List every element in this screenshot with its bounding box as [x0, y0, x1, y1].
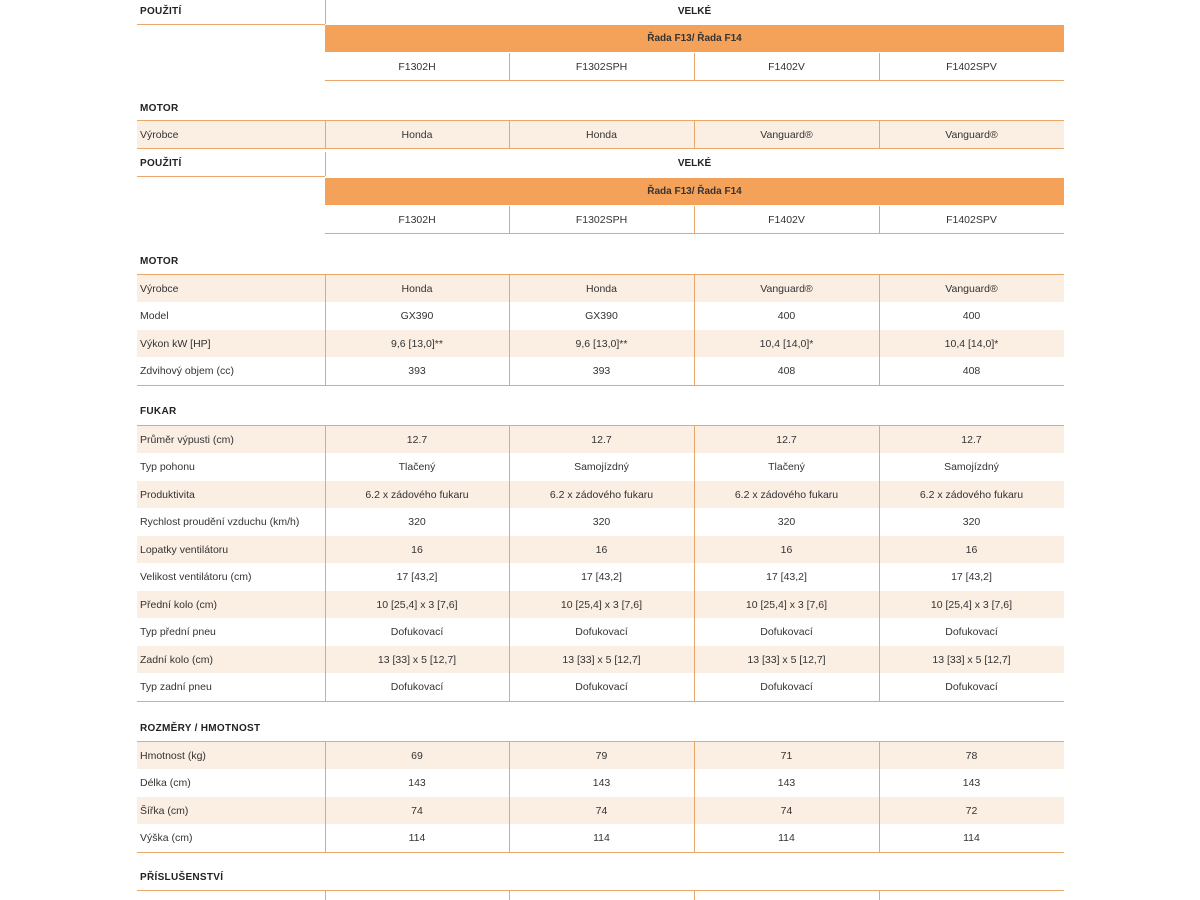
row-value: 12.7 [879, 426, 1064, 453]
row-value: 143 [408, 777, 426, 789]
row-value: GX390 [400, 310, 434, 322]
table-row [137, 481, 1064, 508]
row-value: 74 [694, 797, 879, 824]
row-label: Lopatky ventilátoru [137, 536, 325, 563]
divider [325, 233, 1064, 234]
row-value: 408 [962, 365, 981, 377]
model-name: F1402V [768, 213, 805, 226]
divider [509, 206, 510, 233]
row-value: Honda [509, 121, 694, 148]
section-title: FUKAR [140, 406, 177, 417]
row-value: Vanguard® [694, 275, 879, 302]
table-row [137, 591, 1064, 618]
row-label: Výkon kW [HP] [137, 330, 325, 357]
row-value: 320 [962, 516, 981, 528]
model-name: F1302H [398, 213, 436, 226]
row-label: Výrobce [137, 275, 325, 302]
row-value: 400 [777, 310, 796, 322]
row-value: 16 [879, 536, 1064, 563]
row-label: Průměr výpusti (cm) [137, 426, 325, 453]
table-row [137, 564, 1064, 591]
divider [509, 742, 510, 852]
divider [509, 121, 510, 148]
row-value: GX390 [585, 310, 618, 322]
divider [137, 701, 1064, 702]
divider [879, 53, 880, 80]
category-title: VELKÉ [677, 158, 712, 169]
category-title: VELKÉ [677, 6, 712, 17]
row-label: Výrobce [137, 121, 325, 148]
row-value: 9,6 [13,0]** [509, 330, 694, 357]
divider [137, 890, 1064, 891]
row-value: 17 [43,2] [581, 571, 622, 583]
row-value: Dofukovací [760, 681, 813, 693]
row-value: Tlačený [398, 461, 436, 473]
divider [879, 742, 880, 852]
row-value: 13 [33] x 5 [12,7] [694, 646, 879, 673]
row-label: Model [140, 310, 169, 322]
row-value: 71 [694, 742, 879, 769]
row-value: 17 [43,2] [396, 571, 438, 583]
divider [694, 206, 695, 233]
row-value: 114 [778, 832, 795, 844]
row-value: Dofukovací [575, 626, 628, 638]
row-value: Honda [509, 275, 694, 302]
row-label: Typ přední pneu [140, 626, 216, 638]
divider [879, 275, 880, 385]
row-value: 114 [593, 832, 610, 844]
divider [694, 53, 695, 80]
table-row [137, 536, 1064, 563]
divider [509, 275, 510, 385]
model-name: F1302SPH [575, 213, 628, 226]
model-name: F1402V [768, 60, 805, 73]
row-value: 16 [325, 536, 509, 563]
divider [325, 426, 326, 701]
section-title: MOTOR [140, 256, 179, 267]
row-value: 9,6 [13,0]** [325, 330, 509, 357]
divider [509, 53, 510, 80]
divider [137, 176, 325, 177]
row-value: Vanguard® [879, 275, 1064, 302]
row-value: 393 [408, 365, 426, 377]
row-value: Tlačený [768, 461, 805, 473]
row-value: Samojízdný [944, 461, 999, 473]
row-label: Rychlost proudění vzduchu (km/h) [140, 516, 300, 528]
row-label: Délka (cm) [140, 777, 191, 789]
row-value: 78 [879, 742, 1064, 769]
use-label: POUŽITÍ [140, 158, 182, 169]
row-value: Dofukovací [945, 681, 998, 693]
model-row [137, 53, 1064, 80]
divider [694, 275, 695, 385]
model-name: F1302H [398, 60, 436, 73]
divider [137, 148, 1064, 149]
row-value: 320 [777, 516, 796, 528]
row-label: Šířka (cm) [137, 797, 325, 824]
use-label: POUŽITÍ [140, 6, 182, 17]
row-value: 12.7 [325, 426, 509, 453]
row-value: 408 [777, 365, 796, 377]
row-label: Hmotnost (kg) [137, 742, 325, 769]
row-value: 16 [509, 536, 694, 563]
table-row [137, 674, 1064, 701]
row-value: 69 [325, 742, 509, 769]
table-row [137, 303, 1064, 330]
row-label: Výška (cm) [140, 832, 193, 844]
divider [694, 426, 695, 701]
row-value: 6.2 x zádového fukaru [325, 481, 509, 508]
row-value: 320 [408, 516, 426, 528]
table-row [137, 825, 1064, 852]
model-name: F1402SPV [946, 213, 997, 226]
divider [137, 852, 1064, 853]
row-label: Typ pohonu [140, 461, 195, 473]
row-value: Vanguard® [879, 121, 1064, 148]
series-bar: Řada F13/ Řada F14 [325, 178, 1064, 205]
row-value: 10 [25,4] x 3 [7,6] [509, 591, 694, 618]
table-row [137, 275, 1064, 302]
row-value: 12.7 [509, 426, 694, 453]
row-value: Dofukovací [575, 681, 628, 693]
table-row [137, 619, 1064, 646]
row-value: 143 [777, 777, 796, 789]
row-value: 74 [325, 797, 509, 824]
row-value: 114 [408, 832, 426, 844]
row-label: Zadní kolo (cm) [137, 646, 325, 673]
row-value: Dofukovací [945, 626, 998, 638]
row-value: Samojízdný [574, 461, 629, 473]
divider [137, 24, 325, 25]
row-label: Produktivita [137, 481, 325, 508]
divider [325, 80, 1064, 81]
row-value: 10,4 [14,0]* [694, 330, 879, 357]
divider [879, 121, 880, 148]
row-value: 13 [33] x 5 [12,7] [879, 646, 1064, 673]
divider [325, 121, 326, 148]
row-value: 12.7 [694, 426, 879, 453]
row-label: Zdvihový objem (cc) [140, 365, 234, 377]
table-row [137, 330, 1064, 357]
row-value: Dofukovací [760, 626, 813, 638]
row-value: 74 [509, 797, 694, 824]
row-value: 6.2 x zádového fukaru [879, 481, 1064, 508]
divider [879, 206, 880, 233]
model-name: F1402SPV [946, 60, 997, 73]
table-row [137, 358, 1064, 385]
section-title: PŘÍSLUŠENSTVÍ [140, 872, 224, 883]
divider [879, 891, 880, 900]
table-row [137, 742, 1064, 769]
row-label: Přední kolo (cm) [137, 591, 325, 618]
divider [694, 742, 695, 852]
row-value: Vanguard® [694, 121, 879, 148]
table-row [137, 121, 1064, 148]
row-value: Dofukovací [390, 681, 444, 693]
row-value: 320 [592, 516, 611, 528]
divider [879, 426, 880, 701]
table-row [137, 797, 1064, 824]
row-value: Honda [325, 275, 509, 302]
row-value: 13 [33] x 5 [12,7] [325, 646, 509, 673]
row-value: 10 [25,4] x 3 [7,6] [694, 591, 879, 618]
divider [325, 275, 326, 385]
table-row [137, 770, 1064, 797]
row-value: 17 [43,2] [951, 571, 992, 583]
divider [509, 426, 510, 701]
table-row [137, 646, 1064, 673]
row-value: 10 [25,4] x 3 [7,6] [325, 591, 509, 618]
row-value: Honda [325, 121, 509, 148]
row-value: Dofukovací [390, 626, 444, 638]
row-value: 72 [879, 797, 1064, 824]
row-value: 10 [25,4] x 3 [7,6] [879, 591, 1064, 618]
model-row [137, 206, 1064, 233]
row-label: Typ zadní pneu [140, 681, 212, 693]
model-name: F1302SPH [575, 60, 628, 73]
row-label: Velikost ventilátoru (cm) [140, 571, 252, 583]
row-value: 17 [43,2] [766, 571, 807, 583]
table-row [137, 426, 1064, 453]
row-value: 143 [962, 777, 981, 789]
divider [694, 891, 695, 900]
row-value: 16 [694, 536, 879, 563]
section-title: MOTOR [140, 103, 179, 114]
row-value: 400 [962, 310, 981, 322]
row-value: 393 [592, 365, 611, 377]
divider [509, 891, 510, 900]
row-value: 13 [33] x 5 [12,7] [509, 646, 694, 673]
row-value: 6.2 x zádového fukaru [509, 481, 694, 508]
divider [137, 385, 1064, 386]
divider [325, 742, 326, 852]
section-title: ROZMĚRY / HMOTNOST [140, 723, 261, 734]
row-value: 79 [509, 742, 694, 769]
row-value: 143 [592, 777, 611, 789]
row-value: 114 [963, 832, 980, 844]
series-bar: Řada F13/ Řada F14 [325, 25, 1064, 52]
divider [325, 891, 326, 900]
divider [694, 121, 695, 148]
table-row [137, 509, 1064, 536]
row-value: 10,4 [14,0]* [879, 330, 1064, 357]
row-value: 6.2 x zádového fukaru [694, 481, 879, 508]
table-row [137, 454, 1064, 481]
